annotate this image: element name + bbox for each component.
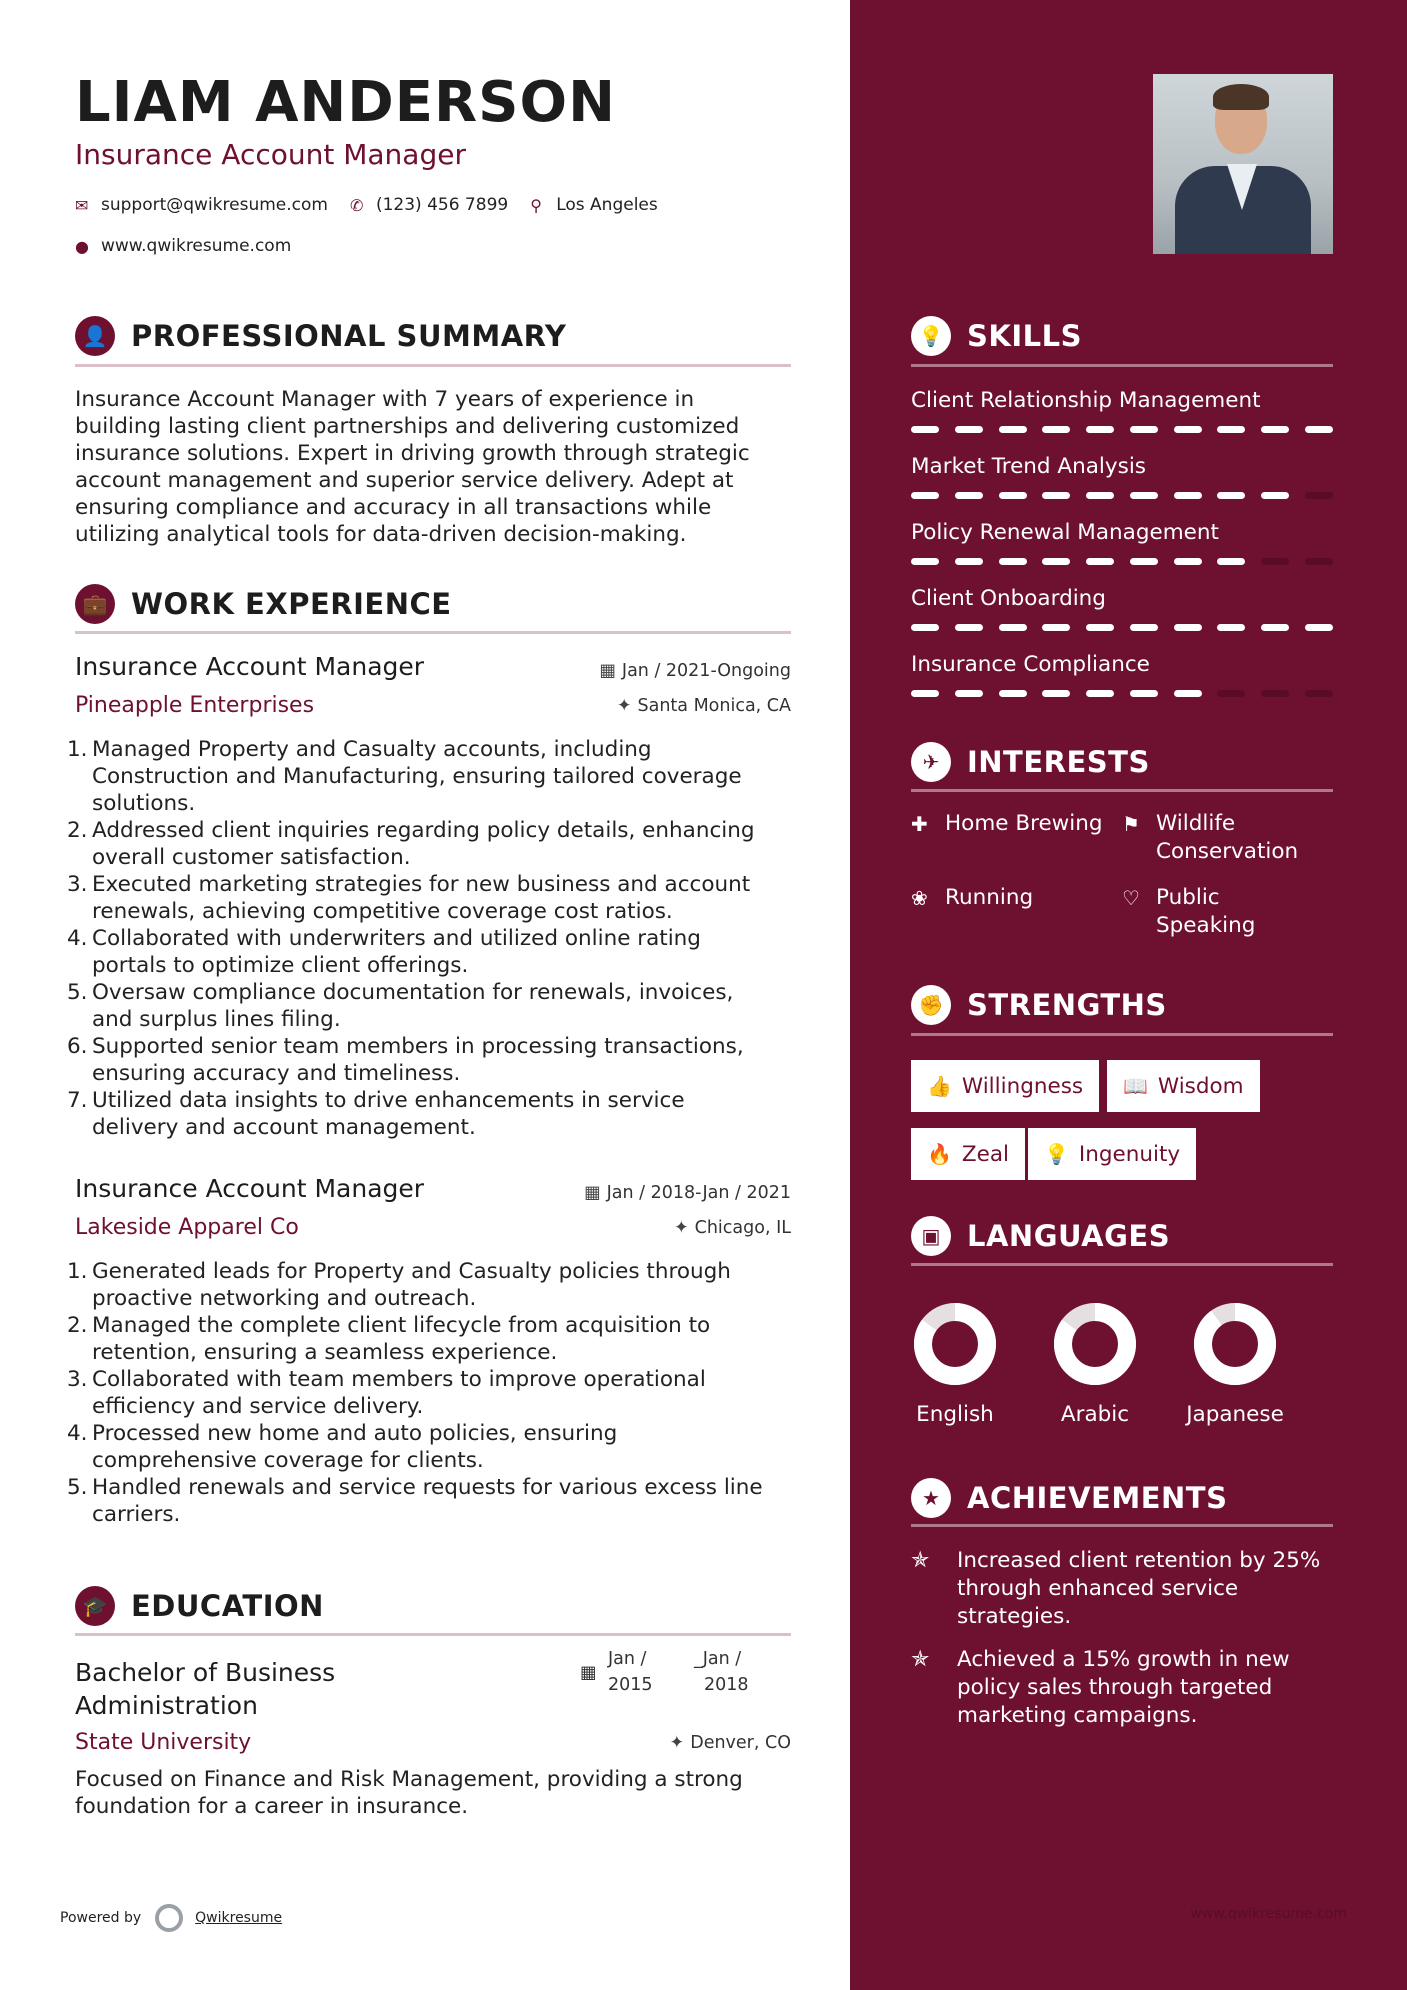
bullet-item bbox=[67, 1366, 797, 1420]
language-item bbox=[885, 1300, 1025, 1427]
phone-icon: ✆ bbox=[349, 195, 364, 215]
bullet-text bbox=[92, 1420, 617, 1474]
summary-line: account management and superior service delivery. Adept at bbox=[75, 468, 734, 493]
interest-item bbox=[911, 810, 1103, 838]
bullet-text bbox=[92, 871, 750, 925]
skill-label: Insurance Compliance bbox=[911, 652, 1150, 677]
bullet-line: retention, ensuring a seamless experience. bbox=[92, 1340, 558, 1365]
bullet-number: 1. bbox=[67, 737, 88, 762]
user-icon: 👤 bbox=[75, 316, 115, 356]
bullet-text bbox=[92, 1258, 731, 1312]
skill-segment bbox=[911, 558, 939, 565]
bullet-line: ensuring accuracy and timeliness. bbox=[92, 1061, 461, 1086]
bullet-line: comprehensive coverage for clients. bbox=[92, 1448, 484, 1473]
qwikresume-link[interactable]: Qwikresume bbox=[195, 1910, 283, 1926]
strength-badge bbox=[911, 1060, 1099, 1112]
skill-segment bbox=[1086, 426, 1114, 433]
skill-segment bbox=[955, 558, 983, 565]
skill-level-bar bbox=[911, 690, 1333, 697]
interest-label: Speaking bbox=[1156, 913, 1256, 938]
bullet-number: 3. bbox=[67, 872, 88, 897]
bullet-text bbox=[92, 817, 755, 871]
job-company: Pineapple Enterprises bbox=[75, 693, 315, 718]
bullet-number: 2. bbox=[67, 818, 88, 843]
interests-divider bbox=[911, 789, 1333, 792]
job-title: Insurance Account Manager bbox=[75, 652, 425, 681]
bullet-line: Executed marketing strategies for new business and account bbox=[92, 872, 751, 897]
pin-icon: ✦ bbox=[616, 696, 632, 716]
education-heading bbox=[75, 1586, 324, 1626]
qwikresume-logo-icon bbox=[155, 1904, 183, 1932]
bullet-number: 1. bbox=[67, 1259, 88, 1284]
pin-icon: ✦ bbox=[673, 1218, 689, 1238]
languages-heading bbox=[911, 1216, 1170, 1256]
achievement-line: through enhanced service bbox=[957, 1576, 1239, 1601]
job-location-text: Santa Monica, CA bbox=[637, 696, 791, 716]
paw-icon: ❀ bbox=[911, 886, 928, 910]
languages-title: LANGUAGES bbox=[967, 1219, 1171, 1253]
school-name: State University bbox=[75, 1730, 252, 1755]
achievement-item bbox=[911, 1646, 1341, 1730]
bullet-item bbox=[67, 1420, 797, 1474]
language-ring-fill bbox=[1203, 1312, 1267, 1376]
skill-segment bbox=[999, 492, 1027, 499]
skill-level-bar bbox=[911, 558, 1333, 565]
contact-row-1 bbox=[75, 195, 658, 215]
summary-line: building lasting client partnerships and delivering customized bbox=[75, 414, 740, 439]
skill-segment bbox=[1305, 426, 1333, 433]
skill-segment bbox=[1174, 690, 1202, 697]
education-title: EDUCATION bbox=[131, 1589, 324, 1623]
skill-segment bbox=[1130, 426, 1158, 433]
interests-title: INTERESTS bbox=[967, 745, 1150, 779]
skill-segment bbox=[1217, 690, 1245, 697]
skill-segment bbox=[1130, 558, 1158, 565]
job-date bbox=[599, 661, 791, 681]
job-location bbox=[617, 696, 791, 716]
skills-title: SKILLS bbox=[967, 319, 1082, 353]
bullet-line: Addressed client inquiries regarding policy details, enhancing bbox=[92, 818, 755, 843]
skill-segment bbox=[1042, 558, 1070, 565]
skill-segment bbox=[1217, 558, 1245, 565]
skill-level-bar bbox=[911, 624, 1333, 631]
skill-label: Policy Renewal Management bbox=[911, 520, 1219, 545]
bullet-item bbox=[67, 1474, 797, 1528]
education-desc bbox=[75, 1766, 791, 1820]
bullet-item bbox=[67, 1087, 797, 1141]
edu-location-text: Denver, CO bbox=[690, 1733, 791, 1753]
briefcase-icon: 💼 bbox=[75, 584, 115, 624]
skill-segment bbox=[1086, 690, 1114, 697]
degree-title bbox=[75, 1656, 335, 1722]
skill-segment bbox=[1042, 624, 1070, 631]
job-company: Lakeside Apparel Co bbox=[75, 1215, 299, 1240]
bullet-number: 7. bbox=[67, 1088, 88, 1113]
bullet-item bbox=[67, 871, 797, 925]
bullet-line: Managed the complete client lifecycle from acquisition to bbox=[92, 1313, 711, 1338]
phone-text: (123) 456 7899 bbox=[375, 195, 509, 215]
book-icon: 📖 bbox=[1123, 1074, 1148, 1098]
interest-label: Conservation bbox=[1156, 839, 1299, 864]
bullet-text bbox=[92, 1087, 685, 1141]
sidebar bbox=[850, 0, 1407, 1990]
bullet-text bbox=[92, 979, 733, 1033]
bullet-line: Supported senior team members in processing transactions, bbox=[92, 1034, 744, 1059]
calendar-icon: ▦ bbox=[584, 1183, 601, 1203]
skill-label: Client Onboarding bbox=[911, 586, 1106, 611]
language-item bbox=[1025, 1300, 1165, 1427]
lightbulb-icon: 💡 bbox=[911, 316, 951, 356]
bullet-line: Collaborated with team members to improve operational bbox=[92, 1367, 706, 1392]
star-icon: ✯ bbox=[911, 1548, 930, 1573]
skill-segment bbox=[1261, 558, 1289, 565]
strength-label: Willingness bbox=[961, 1073, 1084, 1099]
bullet-line: and surplus lines filing. bbox=[92, 1007, 341, 1032]
strength-badge bbox=[1107, 1060, 1260, 1112]
pin-icon: ✦ bbox=[669, 1733, 685, 1753]
graduation-icon: 🎓 bbox=[75, 1586, 115, 1626]
language-level-ring bbox=[1191, 1300, 1279, 1388]
job-date-text: Jan / 2021-Ongoing bbox=[621, 661, 791, 681]
star-icon: ✯ bbox=[911, 1647, 930, 1672]
education-divider bbox=[75, 1633, 791, 1636]
candidate-title: Insurance Account Manager bbox=[75, 138, 466, 171]
bullet-line: Construction and Manufacturing, ensuring tailored coverage bbox=[92, 764, 742, 789]
summary-text bbox=[75, 386, 791, 548]
achievements-heading bbox=[911, 1478, 1227, 1518]
achievement-line: strategies. bbox=[957, 1604, 1072, 1629]
skill-level-bar bbox=[911, 492, 1333, 499]
skill-segment bbox=[1261, 690, 1289, 697]
bullet-number: 5. bbox=[67, 1475, 88, 1500]
bullet-text bbox=[92, 925, 701, 979]
strength-badge bbox=[911, 1128, 1025, 1180]
profile-photo bbox=[1153, 74, 1333, 254]
language-name: English bbox=[916, 1402, 994, 1427]
strengths-heading bbox=[911, 985, 1167, 1025]
star-badge-icon: ★ bbox=[911, 1478, 951, 1518]
bullet-text bbox=[92, 1474, 763, 1528]
edu-start-line: Jan / bbox=[608, 1649, 647, 1669]
bullet-number: 3. bbox=[67, 1367, 88, 1392]
interest-item bbox=[1122, 810, 1298, 866]
interest-item bbox=[911, 884, 1033, 912]
bullet-text bbox=[92, 736, 742, 817]
strength-label: Ingenuity bbox=[1078, 1141, 1181, 1167]
skill-segment bbox=[911, 492, 939, 499]
location-text: Los Angeles bbox=[556, 195, 658, 215]
calendar-icon: ▦ bbox=[580, 1663, 597, 1683]
skill-segment bbox=[999, 558, 1027, 565]
bullet-line: portals to optimize client offerings. bbox=[92, 953, 469, 978]
job-title: Insurance Account Manager bbox=[75, 1174, 425, 1203]
skill-segment bbox=[1086, 558, 1114, 565]
bullet-line: Managed Property and Casualty accounts, including bbox=[92, 737, 652, 762]
interest-label: Wildlife bbox=[1156, 811, 1236, 836]
strength-label: Zeal bbox=[961, 1141, 1010, 1167]
bullet-item bbox=[67, 817, 797, 871]
language-name: Japanese bbox=[1186, 1402, 1284, 1427]
paper-plane-icon: ✈ bbox=[911, 742, 951, 782]
skill-segment bbox=[1305, 690, 1333, 697]
envelope-icon: ✉ bbox=[75, 195, 89, 215]
job-bullets bbox=[67, 1258, 797, 1528]
lightbulb-icon: 💡 bbox=[1044, 1142, 1069, 1166]
edu-start-line: 2015 bbox=[608, 1675, 653, 1695]
skill-segment bbox=[1174, 426, 1202, 433]
bullet-item bbox=[67, 1312, 797, 1366]
achievement-line: Increased client retention by 25% bbox=[957, 1548, 1321, 1573]
skill-level-bar bbox=[911, 426, 1333, 433]
achievements-title: ACHIEVEMENTS bbox=[967, 1481, 1228, 1515]
strength-label: Wisdom bbox=[1157, 1073, 1244, 1099]
degree-line: Bachelor of Business bbox=[75, 1658, 336, 1687]
fire-icon: 🔥 bbox=[927, 1142, 952, 1166]
summary-heading bbox=[75, 316, 566, 356]
email-link[interactable]: support@qwikresume.com bbox=[101, 195, 328, 215]
summary-line: insurance solutions. Expert in driving growth through strategic bbox=[75, 441, 750, 466]
bullet-line: solutions. bbox=[92, 791, 196, 816]
bullet-line: Collaborated with underwriters and utilized online rating bbox=[92, 926, 701, 951]
skill-segment bbox=[911, 426, 939, 433]
summary-line: Insurance Account Manager with 7 years of experience in bbox=[75, 387, 695, 412]
interest-label: Public bbox=[1156, 885, 1220, 910]
skill-segment bbox=[1261, 624, 1289, 631]
interest-label: Home Brewing bbox=[945, 811, 1103, 836]
skill-segment bbox=[1130, 690, 1158, 697]
bullet-line: overall customer satisfaction. bbox=[92, 845, 411, 870]
experience-title: WORK EXPERIENCE bbox=[131, 587, 452, 621]
translate-icon: ▣ bbox=[911, 1216, 951, 1256]
language-level-ring bbox=[1051, 1300, 1139, 1388]
skill-segment bbox=[1086, 492, 1114, 499]
bullet-line: renewals, achieving competitive coverage cost ratios. bbox=[92, 899, 673, 924]
job-bullets bbox=[67, 736, 797, 1141]
powered-by-text: Powered by bbox=[60, 1910, 142, 1926]
bullet-line: Generated leads for Property and Casualty policies through bbox=[92, 1259, 731, 1284]
bullet-item bbox=[67, 1033, 797, 1087]
skill-segment bbox=[911, 690, 939, 697]
edu-start-date bbox=[608, 1646, 653, 1698]
bullet-item bbox=[67, 925, 797, 979]
skill-segment bbox=[1174, 624, 1202, 631]
bullet-number: 6. bbox=[67, 1034, 88, 1059]
achievement-item bbox=[911, 1547, 1341, 1631]
achievement-line: marketing campaigns. bbox=[957, 1703, 1198, 1728]
bullet-item bbox=[67, 736, 797, 817]
skill-label: Client Relationship Management bbox=[911, 388, 1261, 413]
bullet-number: 5. bbox=[67, 980, 88, 1005]
skill-segment bbox=[1217, 624, 1245, 631]
footer-website[interactable]: www.qwikresume.com bbox=[1190, 1906, 1347, 1922]
calendar-icon: ▦ bbox=[599, 661, 616, 681]
globe-icon: ● bbox=[75, 236, 89, 256]
skill-segment bbox=[955, 690, 983, 697]
bullet-text bbox=[92, 1312, 710, 1366]
skill-segment bbox=[1042, 690, 1070, 697]
heartbeat-icon: ♡ bbox=[1122, 886, 1140, 910]
skill-segment bbox=[1130, 624, 1158, 631]
job-location bbox=[674, 1218, 791, 1238]
skill-segment bbox=[1261, 492, 1289, 499]
skill-segment bbox=[1086, 624, 1114, 631]
skill-segment bbox=[999, 426, 1027, 433]
skill-segment bbox=[1042, 426, 1070, 433]
map-pin-icon: ⚲ bbox=[530, 195, 542, 215]
summary-divider bbox=[75, 364, 791, 367]
skill-segment bbox=[955, 624, 983, 631]
skill-segment bbox=[1305, 558, 1333, 565]
summary-line: ensuring compliance and accuracy in all transactions while bbox=[75, 495, 712, 520]
skill-segment bbox=[1305, 492, 1333, 499]
job-date-text: Jan / 2018-Jan / 2021 bbox=[606, 1183, 791, 1203]
strengths-divider bbox=[911, 1033, 1333, 1036]
edu-end-date bbox=[694, 1646, 749, 1698]
bullet-line: carriers. bbox=[92, 1502, 181, 1527]
skill-segment bbox=[1174, 558, 1202, 565]
bullet-line: Processed new home and auto policies, ensuring bbox=[92, 1421, 618, 1446]
education-desc-line: foundation for a career in insurance. bbox=[75, 1794, 469, 1819]
skill-segment bbox=[999, 690, 1027, 697]
powered-by bbox=[60, 1904, 282, 1932]
skill-segment bbox=[1042, 492, 1070, 499]
bird-icon: ⚑ bbox=[1122, 812, 1140, 836]
skill-segment bbox=[955, 492, 983, 499]
skill-segment bbox=[955, 426, 983, 433]
skill-segment bbox=[1174, 492, 1202, 499]
bullet-line: proactive networking and outreach. bbox=[92, 1286, 477, 1311]
achievement-line: Achieved a 15% growth in new bbox=[957, 1647, 1290, 1672]
skills-divider bbox=[911, 364, 1333, 367]
skills-heading bbox=[911, 316, 1082, 356]
bullet-text bbox=[92, 1033, 744, 1087]
achievement-line: policy sales through targeted bbox=[957, 1675, 1273, 1700]
skill-segment bbox=[1217, 492, 1245, 499]
bullet-item bbox=[67, 1258, 797, 1312]
bullet-line: efficiency and service delivery. bbox=[92, 1394, 424, 1419]
contact-row-2 bbox=[75, 236, 291, 256]
skill-segment bbox=[1130, 492, 1158, 499]
language-level-ring bbox=[911, 1300, 999, 1388]
bullet-text bbox=[92, 1366, 706, 1420]
website-link[interactable]: www.qwikresume.com bbox=[101, 236, 292, 256]
strength-badge bbox=[1028, 1128, 1196, 1180]
edu-end-line: _Jan / bbox=[694, 1649, 742, 1669]
education-desc-line: Focused on Finance and Risk Management, providing a strong bbox=[75, 1767, 743, 1792]
experience-divider bbox=[75, 631, 791, 634]
skill-segment bbox=[911, 624, 939, 631]
interest-label: Running bbox=[945, 885, 1034, 910]
bullet-number: 4. bbox=[67, 926, 88, 951]
experience-heading bbox=[75, 584, 452, 624]
bullet-line: Utilized data insights to drive enhancements in service bbox=[92, 1088, 685, 1113]
summary-title: PROFESSIONAL SUMMARY bbox=[131, 319, 567, 353]
bullet-line: Oversaw compliance documentation for renewals, invoices, bbox=[92, 980, 734, 1005]
puzzle-icon: ✚ bbox=[911, 812, 928, 836]
skill-segment bbox=[1261, 426, 1289, 433]
bullet-line: delivery and account management. bbox=[92, 1115, 476, 1140]
skill-segment bbox=[1305, 624, 1333, 631]
candidate-name: LIAM ANDERSON bbox=[75, 70, 616, 135]
edu-end-line: 2018 bbox=[704, 1675, 749, 1695]
job-date bbox=[584, 1183, 791, 1203]
bullet-item bbox=[67, 979, 797, 1033]
interest-item bbox=[1122, 884, 1255, 940]
thumbs-up-icon: 👍 bbox=[927, 1074, 952, 1098]
language-name: Arabic bbox=[1060, 1402, 1130, 1427]
strengths-title: STRENGTHS bbox=[967, 988, 1167, 1022]
edu-location bbox=[670, 1733, 791, 1753]
skill-segment bbox=[1217, 426, 1245, 433]
summary-line: utilizing analytical tools for data-driven decision-making. bbox=[75, 522, 687, 547]
skill-label: Market Trend Analysis bbox=[911, 454, 1146, 479]
skill-segment bbox=[999, 624, 1027, 631]
interests-heading bbox=[911, 742, 1150, 782]
bullet-number: 2. bbox=[67, 1313, 88, 1338]
language-item bbox=[1165, 1300, 1305, 1427]
fist-icon: ✊ bbox=[911, 985, 951, 1025]
bullet-line: Handled renewals and service requests for various excess line bbox=[92, 1475, 763, 1500]
job-location-text: Chicago, IL bbox=[694, 1218, 791, 1238]
degree-line: Administration bbox=[75, 1691, 258, 1720]
achievements-divider bbox=[911, 1524, 1333, 1527]
languages-divider bbox=[911, 1263, 1333, 1266]
bullet-number: 4. bbox=[67, 1421, 88, 1446]
